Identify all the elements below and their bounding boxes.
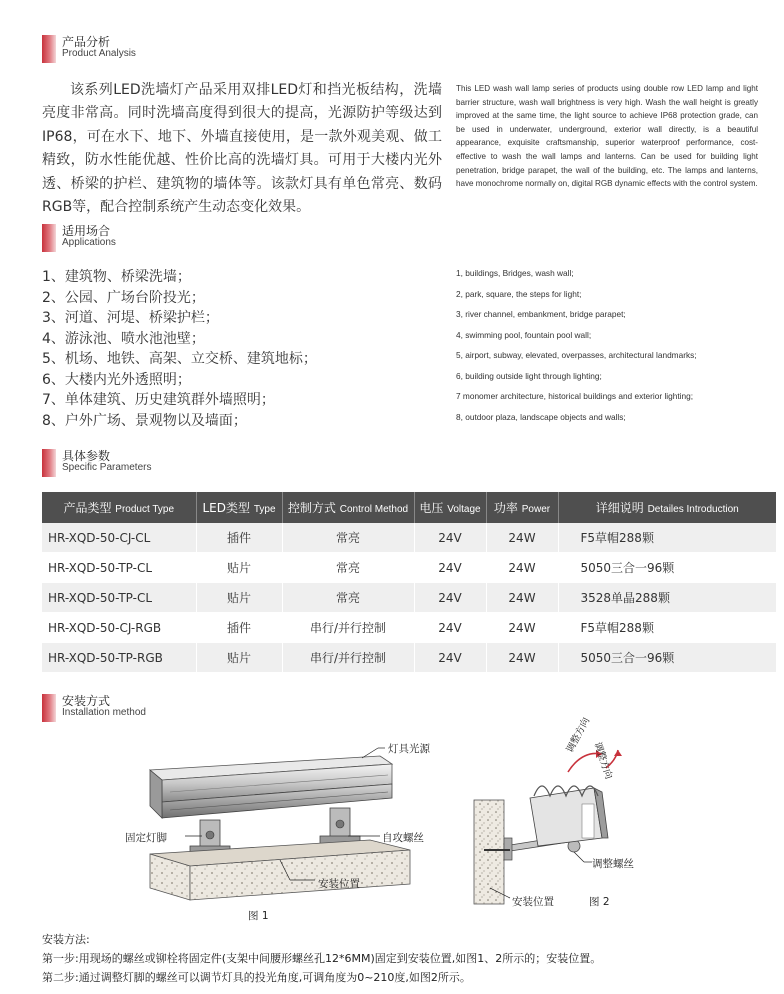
- application-item-en: 4, swimming pool, fountain pool wall;: [456, 330, 592, 340]
- cell-product-type: HR-XQD-50-TP-CL: [42, 553, 196, 583]
- application-item-cn: 8、户外广场、景观物以及墙面；: [42, 413, 247, 429]
- cell-control-method: 串行/并行控制: [282, 613, 414, 643]
- table-row: [42, 523, 776, 553]
- section-marker: [42, 35, 56, 63]
- label-adjust-direction-2: 调整方向: [591, 740, 614, 781]
- cell-power: 24W: [486, 553, 558, 583]
- analysis-text-en: This LED wash wall lamp series of products using double row LED lamp and light barrier structure, wash wall brightness is very high. Wash the wall height is greatly improved at the same time, the light source to achieve IP68 protection grade, can be used in underwater, underground, exterior wall directly, is a beautiful appearance, exquisite craftsmanship, superior waterproof performance, cost-effective to wash the wall lamps and lanterns. Can be used for building light penetration, bridge parapet, the wall of the building, etc. The lamps and lanterns, have monochrome normally on, digital RGB dynamic effects with the control system.: [456, 84, 758, 189]
- application-item-cn: 4、游泳池、喷水池池壁；: [42, 331, 205, 347]
- parameters-table: [42, 492, 776, 673]
- cell-control-method: 常亮: [282, 553, 414, 583]
- section-title-cn: 产品分析: [62, 35, 111, 49]
- cell-product-type: HR-XQD-50-TP-CL: [42, 583, 196, 613]
- header-led-type: LED类型 Type: [196, 492, 282, 523]
- application-item-cn: 6、大楼内光外透照明；: [42, 372, 191, 388]
- cell-product-type: HR-XQD-50-CJ-CL: [42, 523, 196, 553]
- cell-details: F5草帽288颗: [558, 613, 776, 643]
- header-details: 详细说明 Detailes Introduction: [558, 492, 776, 523]
- section-marker: [42, 694, 56, 722]
- cell-control-method: 串行/并行控制: [282, 643, 414, 673]
- cell-power: 24W: [486, 643, 558, 673]
- application-item-en: 6, building outside light through lighting;: [456, 371, 602, 381]
- cell-product-type: HR-XQD-50-TP-RGB: [42, 643, 196, 673]
- section-title-cn: 适用场合: [62, 224, 111, 238]
- label-install-position: 安装位置: [318, 878, 360, 890]
- label-tapping-screw: 自攻螺丝: [382, 832, 424, 844]
- analysis-text-cn: 该系列LED洗墙灯产品采用双排LED灯和挡光板结构，洗墙亮度非常高。同时洗墙高度得到很大的提高，光源防护等级达到IP68，可在水下、地下、外墙直接使用，是一款外观美观、做工精致，防水性能优越、性价比高的洗墙灯具。可用于大楼内光外透、桥梁的护栏、建筑物的墙体等。该款灯具有单色常亮、数码RGB等，配合控制系统产生动态变化效果。: [42, 82, 442, 216]
- label-adjust-direction-1: 调整方向: [564, 715, 593, 755]
- cell-led-type: 插件: [196, 523, 282, 553]
- label-adjust-screw: 调整螺丝: [592, 858, 634, 870]
- install-step-2: 第二步:通过调整灯脚的螺丝可以调节灯具的投光角度,可调角度为0~210度,如图2所示。: [42, 971, 471, 984]
- cell-control-method: 常亮: [282, 583, 414, 613]
- figure1-caption: 图 1: [248, 910, 269, 922]
- application-item-en: 5, airport, subway, elevated, overpasses, architectural landmarks;: [456, 350, 697, 360]
- cell-voltage: 24V: [414, 613, 486, 643]
- cell-led-type: 贴片: [196, 583, 282, 613]
- table-row: [42, 643, 776, 673]
- cell-led-type: 贴片: [196, 643, 282, 673]
- cell-voltage: 24V: [414, 583, 486, 613]
- application-item-en: 1, buildings, Bridges, wash wall;: [456, 268, 574, 278]
- application-item-en: 2, park, square, the steps for light;: [456, 289, 582, 299]
- table-row: [42, 553, 776, 583]
- application-item-en: 8, outdoor plaza, landscape objects and walls;: [456, 412, 626, 422]
- application-item-en: 3, river channel, embankment, bridge parapet;: [456, 309, 626, 319]
- section-marker: [42, 224, 56, 252]
- section-title-cn: 具体参数: [62, 449, 111, 463]
- cell-voltage: 24V: [414, 553, 486, 583]
- section-title-en: Product Analysis: [62, 48, 136, 59]
- cell-details: 5050三合一96颗: [558, 553, 776, 583]
- section-title-en: Specific Parameters: [62, 462, 152, 473]
- cell-power: 24W: [486, 583, 558, 613]
- cell-led-type: 贴片: [196, 553, 282, 583]
- cell-details: F5草帽288颗: [558, 523, 776, 553]
- cell-product-type: HR-XQD-50-CJ-RGB: [42, 613, 196, 643]
- table-header-row: [42, 492, 776, 523]
- application-item-cn: 2、公园、广场台阶投光；: [42, 290, 205, 306]
- cell-voltage: 24V: [414, 523, 486, 553]
- header-control-method: 控制方式 Control Method: [282, 492, 414, 523]
- application-item-cn: 1、建筑物、桥梁洗墙；: [42, 269, 191, 285]
- application-item-cn: 5、机场、地铁、高架、立交桥、建筑地标；: [42, 351, 317, 367]
- section-title-en: Applications: [62, 237, 116, 248]
- label-light-source: 灯具光源: [388, 743, 430, 755]
- cell-details: 5050三合一96颗: [558, 643, 776, 673]
- application-item-cn: 3、河道、河堤、桥梁护栏；: [42, 310, 219, 326]
- section-title-cn: 安装方式: [62, 694, 111, 708]
- header-power: 功率 Power: [486, 492, 558, 523]
- table-row: [42, 583, 776, 613]
- install-step-1: 第一步:用现场的螺丝或铆栓将固定件(支架中间腰形螺丝孔12*6MM)固定到安装位置,如图1、2所示的；安装位置。: [42, 952, 602, 965]
- cell-details: 3528单晶288颗: [558, 583, 776, 613]
- header-voltage: 电压 Voltage: [414, 492, 486, 523]
- figure2-caption: 图 2: [589, 896, 610, 908]
- application-item-en: 7 monomer architecture, historical buildings and exterior lighting;: [456, 391, 694, 401]
- figure1-wall-washer-diagram: [130, 740, 420, 910]
- section-title-en: Installation method: [62, 707, 146, 718]
- install-steps-title: 安装方法:: [42, 933, 90, 946]
- figure2-adjustment-diagram: [470, 738, 640, 908]
- cell-led-type: 插件: [196, 613, 282, 643]
- label-fixed-foot: 固定灯脚: [125, 832, 167, 844]
- label-install-position-2: 安装位置: [512, 896, 554, 908]
- cell-voltage: 24V: [414, 643, 486, 673]
- cell-power: 24W: [486, 613, 558, 643]
- cell-control-method: 常亮: [282, 523, 414, 553]
- application-item-cn: 7、单体建筑、历史建筑群外墙照明；: [42, 392, 275, 408]
- header-product-type: 产品类型 Product Type: [42, 492, 196, 523]
- cell-power: 24W: [486, 523, 558, 553]
- table-row: [42, 613, 776, 643]
- section-marker: [42, 449, 56, 477]
